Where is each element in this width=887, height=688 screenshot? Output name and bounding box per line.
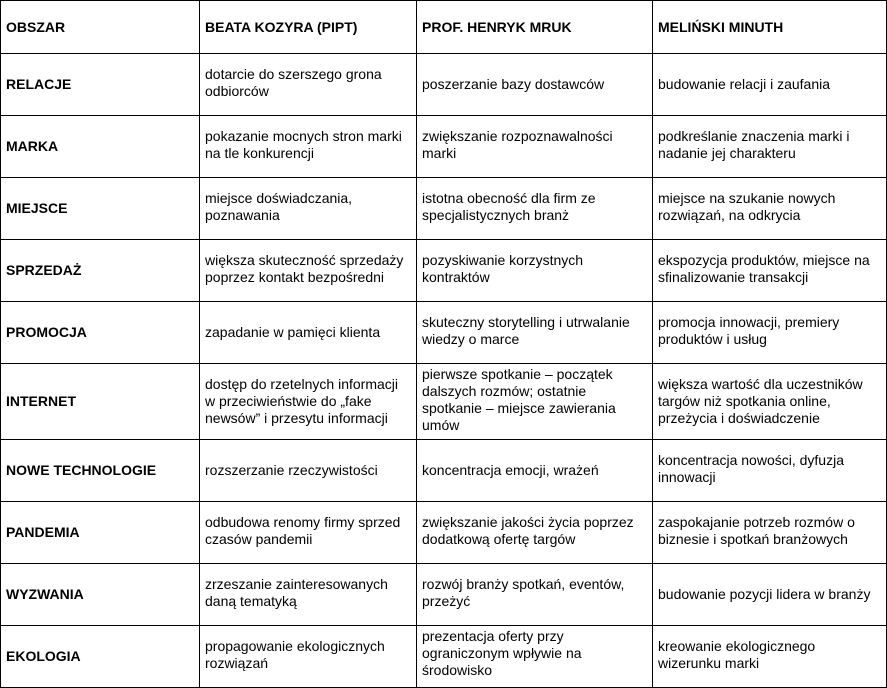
header-kozyra: BEATA KOZYRA (PIPT)	[200, 1, 417, 54]
table-row	[1, 564, 887, 626]
cell-mruk: zwiększanie jakości życia poprzez dodatkową ofertę targów	[417, 502, 653, 564]
cell-kozyra: zapadanie w pamięci klienta	[200, 302, 417, 364]
cell-minuth: promocja innowacji, premiery produktów i usług	[653, 302, 887, 364]
row-area-label: NOWE TECHNOLOGIE	[1, 440, 200, 502]
cell-mruk: rozwój branży spotkań, eventów, przeżyć	[417, 564, 653, 626]
cell-minuth: miejsce na szukanie nowych rozwiązań, na odkrycia	[653, 178, 887, 240]
cell-kozyra: pokazanie mocnych stron marki na tle konkurencji	[200, 116, 417, 178]
cell-kozyra: propagowanie ekologicznych rozwiązań	[200, 626, 417, 688]
cell-mruk: poszerzanie bazy dostawców	[417, 54, 653, 116]
cell-minuth: większa wartość dla uczestników targów niż spotkania online, przeżycia i doświadczenie	[653, 364, 887, 440]
table-row	[1, 626, 887, 688]
cell-minuth: koncentracja nowości, dyfuzja innowacji	[653, 440, 887, 502]
header-minuth: MELIŃSKI MINUTH	[653, 1, 887, 54]
row-area-label: MIEJSCE	[1, 178, 200, 240]
cell-kozyra: większa skuteczność sprzedaży poprzez kontakt bezpośredni	[200, 240, 417, 302]
cell-kozyra: dotarcie do szerszego grona odbiorców	[200, 54, 417, 116]
header-mruk: PROF. HENRYK MRUK	[417, 1, 653, 54]
table-row	[1, 54, 887, 116]
header-row	[1, 1, 887, 54]
cell-minuth: zaspokajanie potrzeb rozmów o biznesie i spotkań branżowych	[653, 502, 887, 564]
row-area-label: WYZWANIA	[1, 564, 200, 626]
cell-minuth: kreowanie ekologicznego wizerunku marki	[653, 626, 887, 688]
row-area-label: MARKA	[1, 116, 200, 178]
cell-mruk: skuteczny storytelling i utrwalanie wiedzy o marce	[417, 302, 653, 364]
row-area-label: SPRZEDAŻ	[1, 240, 200, 302]
cell-minuth: budowanie relacji i zaufania	[653, 54, 887, 116]
cell-mruk: pierwsze spotkanie – początek dalszych rozmów; ostatnie spotkanie – miejsce zawierania umów	[417, 364, 653, 440]
row-area-label: EKOLOGIA	[1, 626, 200, 688]
row-area-label: PANDEMIA	[1, 502, 200, 564]
cell-minuth: podkreślanie znaczenia marki i nadanie jej charakteru	[653, 116, 887, 178]
cell-minuth: budowanie pozycji lidera w branży	[653, 564, 887, 626]
table-row	[1, 116, 887, 178]
table-row	[1, 302, 887, 364]
table-row	[1, 502, 887, 564]
row-area-label: INTERNET	[1, 364, 200, 440]
cell-kozyra: dostęp do rzetelnych informacji w przeciwieństwie do „fake newsów” i przesytu informacji	[200, 364, 417, 440]
table-row	[1, 364, 887, 440]
header-area: OBSZAR	[1, 1, 200, 54]
cell-mruk: koncentracja emocji, wrażeń	[417, 440, 653, 502]
table-row	[1, 178, 887, 240]
cell-kozyra: miejsce doświadczania, poznawania	[200, 178, 417, 240]
cell-kozyra: zrzeszanie zainteresowanych daną tematyką	[200, 564, 417, 626]
cell-mruk: istotna obecność dla firm ze specjalistycznych branż	[417, 178, 653, 240]
cell-kozyra: odbudowa renomy firmy sprzed czasów pandemii	[200, 502, 417, 564]
row-area-label: PROMOCJA	[1, 302, 200, 364]
table-row	[1, 240, 887, 302]
cell-kozyra: rozszerzanie rzeczywistości	[200, 440, 417, 502]
cell-mruk: prezentacja oferty przy ograniczonym wpływie na środowisko	[417, 626, 653, 688]
cell-mruk: zwiększanie rozpoznawalności marki	[417, 116, 653, 178]
row-area-label: RELACJE	[1, 54, 200, 116]
cell-minuth: ekspozycja produktów, miejsce na sfinalizowanie transakcji	[653, 240, 887, 302]
cell-mruk: pozyskiwanie korzystnych kontraktów	[417, 240, 653, 302]
table-row	[1, 440, 887, 502]
